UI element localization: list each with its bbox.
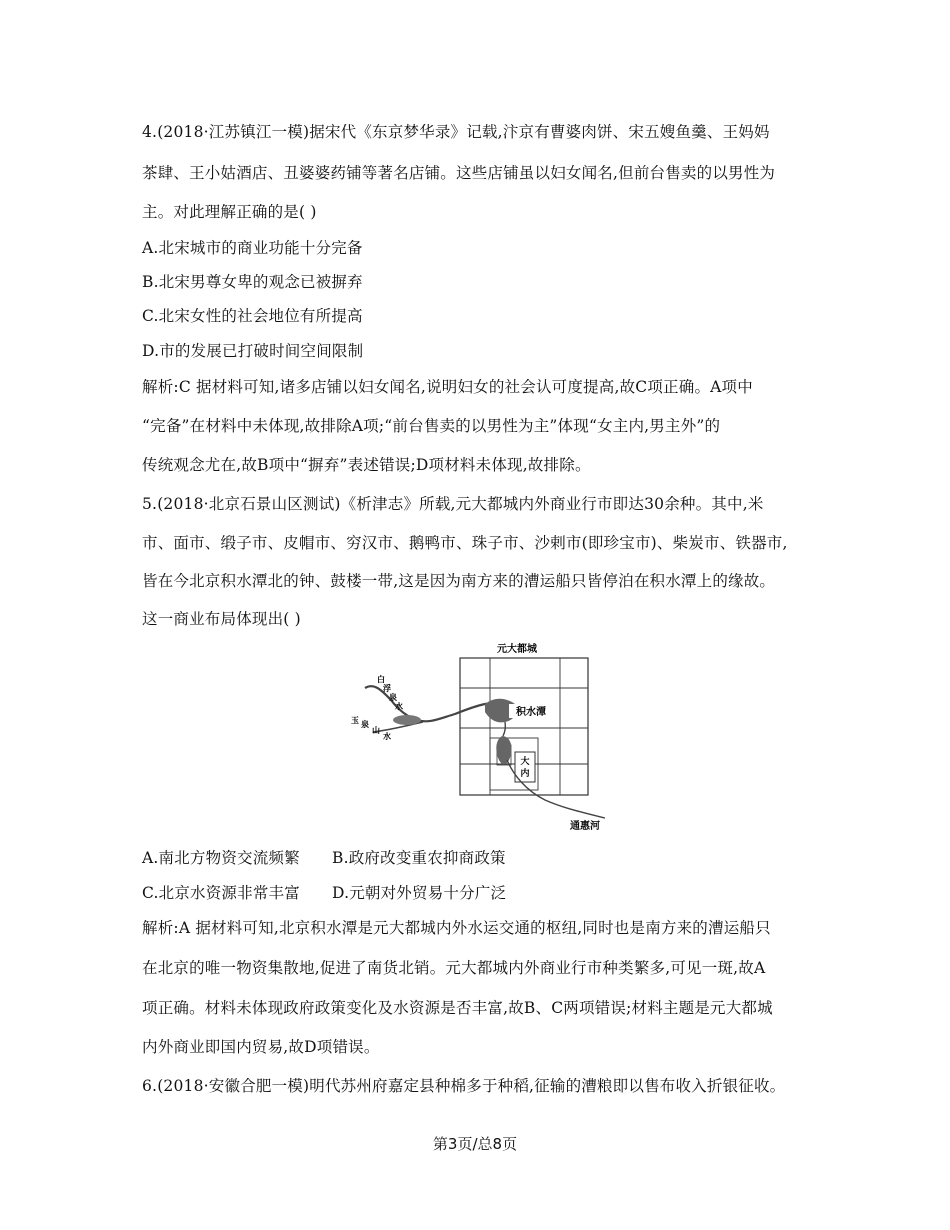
page-number: 第3页/总8页 [432, 1135, 518, 1153]
q5-analysis-line-4: 内外商业即国内贸易,故D项错误。 [142, 1038, 380, 1056]
map-label-canal: 通惠河 [570, 821, 600, 832]
map-label-palace-1: 内 [520, 769, 530, 779]
q4-option-a: A.北宋城市的商业功能十分完备 [142, 239, 363, 257]
q4-option-c: C.北宋女性的社会地位有所提高 [142, 307, 363, 325]
q5-option-d: D.元朝对外贸易十分广泛 [332, 884, 507, 902]
map-label-palace-0: 大 [520, 757, 530, 767]
map-label-river2-0: 玉 [351, 716, 359, 725]
q5-analysis-line-3: 项正确。材料未体现政府政策变化及水资源是否丰富,故B、C两项错误;材料主题是元大都城 [142, 999, 773, 1017]
q5-analysis-line-1: 解析:A 据材料可知,北京积水潭是元大都城内外水运交通的枢纽,同时也是南方来的漕运船只 [142, 919, 771, 937]
q4-stem-line-2: 茶肆、王小姑酒店、丑婆婆药铺等著名店铺。这些店铺虽以妇女闻名,但前台售卖的以男性为 [142, 164, 776, 182]
q5-analysis-line-2: 在北京的唯一物资集散地,促进了南货北销。元大都城内外商业行市种类繁多,可见一斑,故A [142, 959, 766, 977]
q5-stem-line-2: 市、面市、缎子市、皮帽市、穷汉市、鹅鸭市、珠子市、沙剌市(即珍宝市)、柴炭市、铁器市, [142, 534, 788, 552]
q5-stem-line-3: 皆在今北京积水潭北的钟、鼓楼一带,这是因为南方来的漕运船只皆停泊在积水潭上的缘故。 [142, 572, 776, 590]
q4-analysis-line-2: “完备”在材料中未体现,故排除A项;“前台售卖的以男性为主”体现“女主内,男主外”的 [142, 417, 721, 435]
map-label-lake: 积水潭 [516, 707, 546, 718]
map-label-river2-2: 山 [372, 726, 380, 735]
q4-option-d: D.市的发展已打破时间空间限制 [142, 342, 364, 360]
map-label-river1-2: 泉 [389, 693, 397, 702]
q5-stem-line-4: 这一商业布局体现出( ) [142, 610, 301, 628]
q5-options-row-1 [142, 847, 822, 869]
yuan-dadu-map [345, 640, 610, 835]
map-label-river1-1: 浮 [383, 684, 391, 693]
map-title: 元大都城 [497, 644, 537, 655]
q5-stem-line-1: 5.(2018·北京石景山区测试)《析津志》所载,元大都城内外商业行市即达30余种。其中,米 [142, 495, 764, 513]
q5-option-b: B.政府改变重农抑商政策 [332, 849, 506, 867]
q5-option-c: C.北京水资源非常丰富 [142, 884, 300, 902]
map-label-river2-1: 泉 [361, 720, 369, 729]
q4-stem-line-1: 4.(2018·江苏镇江一模)据宋代《东京梦华录》记载,汴京有曹婆肉饼、宋五嫂鱼羹、王妈妈 [142, 123, 770, 141]
map-label-river1-3: 水 [395, 702, 403, 711]
q6-stem-line-1: 6.(2018·安徽合肥一模)明代苏州府嘉定县种棉多于种稻,征输的漕粮即以售布收入折银征收。 [142, 1077, 786, 1095]
q5-options-row-2 [142, 882, 822, 904]
q4-stem-line-3: 主。对此理解正确的是( ) [142, 203, 317, 221]
q4-option-b: B.北宋男尊女卑的观念已被摒弃 [142, 273, 363, 291]
q5-option-a: A.南北方物资交流频繁 [142, 849, 300, 867]
map-label-river1-0: 白 [377, 675, 385, 684]
map-label-river2-3: 水 [383, 732, 391, 741]
q4-analysis-line-1: 解析:C 据材料可知,诸多店铺以妇女闻名,说明妇女的社会认可度提高,故C项正确。A项中 [142, 378, 753, 396]
q4-analysis-line-3: 传统观念尤在,故B项中“摒弃”表述错误;D项材料未体现,故排除。 [142, 456, 591, 474]
